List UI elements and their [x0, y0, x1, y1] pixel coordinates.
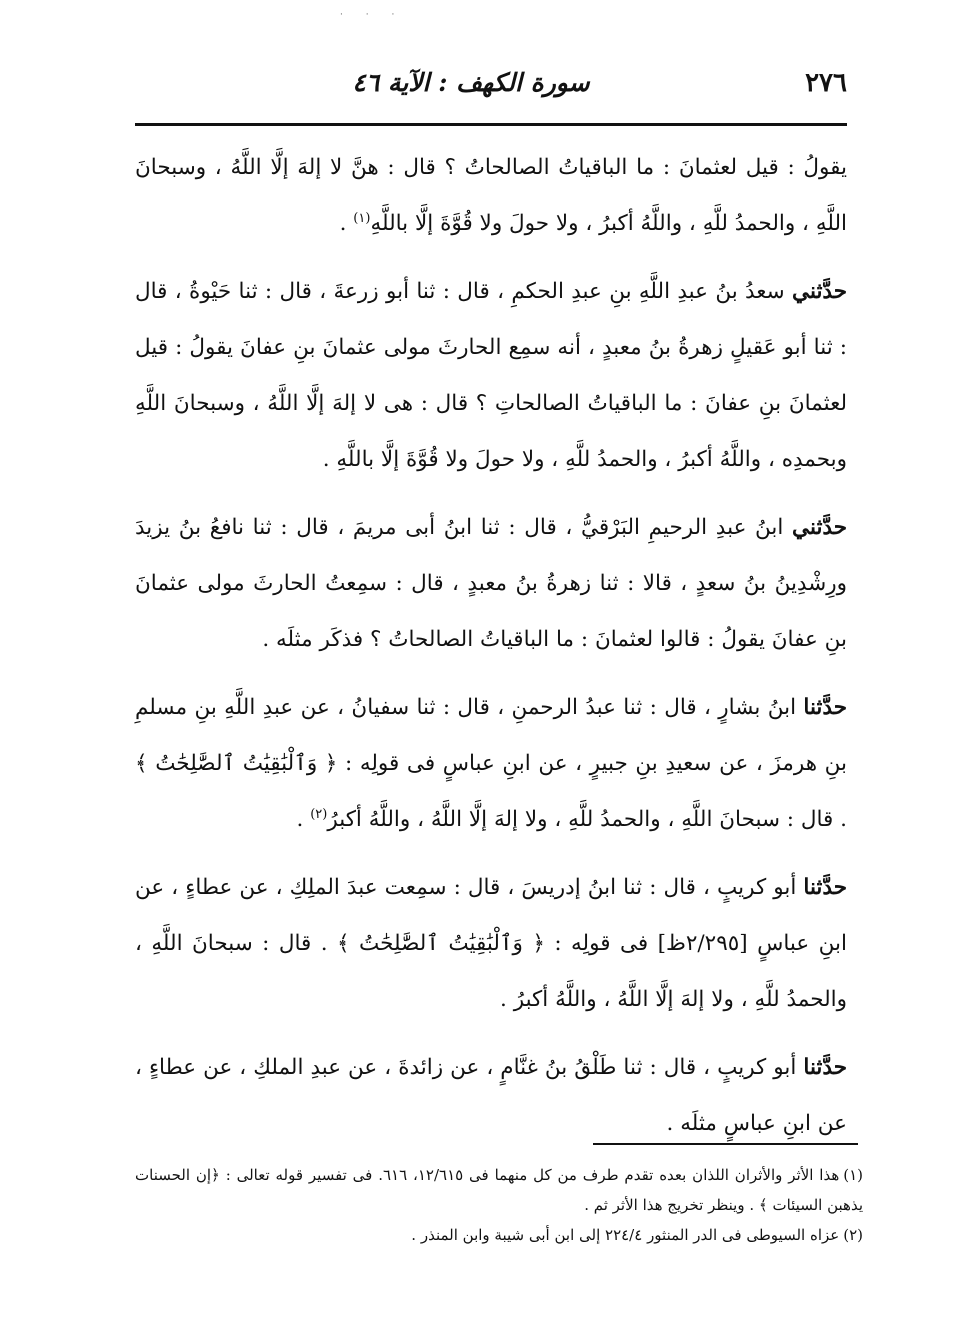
page-header	[135, 60, 847, 110]
paragraph-text: أبو كريبٍ ، قال : ثنا ابنُ إدريسَ ، قال : سمِعت عبدَ الملِكِ ، عن عطاءٍ ، عن ابنِ عباسٍ [٢/٢٩٥ظ] فى قولِه : ﴿ وَٱلْبَٰقِيَٰتُ ٱلصَّٰلِحَٰتُ ﴾ . قال : سبحانَ اللَّهِ ، والحمدُ للَّهِ ، ولا إلهَ إلَّا اللَّهُ ، واللَّهُ أكبرُ .	[135, 875, 848, 1012]
header-divider	[135, 123, 847, 126]
paragraph-text: أبو كريبٍ ، قال : ثنا طَلْقُ بنُ غنَّامٍ ، عن زائدةَ ، عن عبدِ الملكِ ، عن عطاءٍ ، عن ابنِ عباسٍ مثلَه .	[135, 1055, 847, 1136]
paragraph-lead: حدَّثنا	[803, 875, 847, 900]
footnote-marker[interactable]: (١)	[353, 210, 371, 226]
paragraph-lead: حدَّثني	[792, 279, 847, 304]
main-text	[135, 140, 847, 1164]
footnote-text: هذا الأثر والأثران اللذان بعده تقدم طرف من كل منهما فى ١٢/٦١٥، ٦١٦. فى تفسير قوله تعالى : ﴿إن الحسنات يذهبن السيئات ﴾ . وينظر تخريج هذا الأثر ثم .	[135, 1166, 863, 1214]
scan-marks: · · ·	[340, 10, 405, 20]
footnote-marker[interactable]: (٢)	[310, 806, 328, 822]
paragraph-2	[135, 264, 847, 488]
paragraph-text: ابنُ عبدِ الرحيمِ البَرْقيُّ ، قال : ثنا ابنُ أبى مريمَ ، قال : ثنا نافعُ بنُ يزيدَ ورِشْدِينُ بنُ سعدٍ ، قالا : ثنا زهرةُ بنُ معبدٍ ، قال : سمِعتُ الحارثَ مولى عثمانَ بنِ عفانَ يقولُ : قالوا لعثمانَ : ما الباقياتُ الصالحاتُ ؟ فذكَر مثلَه .	[135, 515, 847, 652]
footnote-divider	[593, 1143, 858, 1145]
footnote-number: (٢)	[843, 1226, 863, 1244]
page-number: ٢٧٦	[805, 68, 847, 98]
footnote-number: (١)	[843, 1166, 864, 1184]
footnote-2	[135, 1220, 863, 1250]
paragraph-1	[135, 140, 847, 252]
paragraph-6	[135, 1040, 847, 1152]
footnotes	[135, 1160, 863, 1250]
paragraph-tail: .	[296, 807, 311, 832]
footnote-text: عزاه السيوطى فى الدر المنثور ٢٢٤/٤ إلى ابن أبى شيبة وابن المنذر .	[411, 1226, 840, 1244]
paragraph-tail: .	[339, 211, 354, 236]
paragraph-lead: حدَّثني	[792, 515, 847, 540]
paragraph-text: يقولُ : قيل لعثمانَ : ما الباقياتُ الصالحاتُ ؟ قال : هنَّ لا إلهَ إلَّا اللَّهُ ، وسبحانَ اللَّهِ ، والحمدُ للَّهِ ، واللَّهُ أكبرُ ، ولا حولَ ولا قُوَّةَ إلَّا باللَّهِ	[135, 155, 847, 236]
footnote-1	[135, 1160, 863, 1220]
paragraph-text: سعدُ بنُ عبدِ اللَّهِ بنِ عبدِ الحكمِ ، قال : ثنا أبو زرعةَ ، قال : ثنا حَيْوةُ ، قال : ثنا أبو عَقيلٍ زهرةُ بنُ معبدٍ ، أنه سمِع الحارثَ مولى عثمانَ بنِ عفانَ يقولُ : قيل لعثمانَ بنِ عفانَ : ما الباقياتُ الصالحاتِ ؟ قال : هى لا إلهَ إلَّا اللَّهُ ، وسبحانَ اللَّهِ وبحمدِه ، واللَّهُ أكبرُ ، والحمدُ للَّهِ ، ولا حولَ ولا قُوَّةَ إلَّا باللَّهِ .	[135, 279, 847, 472]
paragraph-5	[135, 860, 847, 1028]
paragraph-4	[135, 680, 847, 848]
paragraph-3	[135, 500, 847, 668]
running-title: سورة الكهف : الآية ٤٦	[352, 68, 590, 97]
paragraph-lead: حدَّثنا	[803, 1055, 847, 1080]
paragraph-text: ابنُ بشارٍ ، قال : ثنا عبدُ الرحمنِ ، قال : ثنا سفيانُ ، عن عبدِ اللَّهِ بنِ مسلمِ بنِ هرمزَ ، عن سعيدِ بنِ جبيرٍ ، عن ابنِ عباسٍ فى قولِه : ﴿ وَٱلْبَٰقِيَٰتُ ٱلصَّٰلِحَٰتُ ﴾ . قال : سبحانَ اللَّهِ ، والحمدُ للَّهِ ، ولا إلهَ إلَّا اللَّهُ ، واللَّهُ أكبرُ	[135, 695, 847, 832]
paragraph-lead: حدَّثنا	[803, 695, 847, 720]
